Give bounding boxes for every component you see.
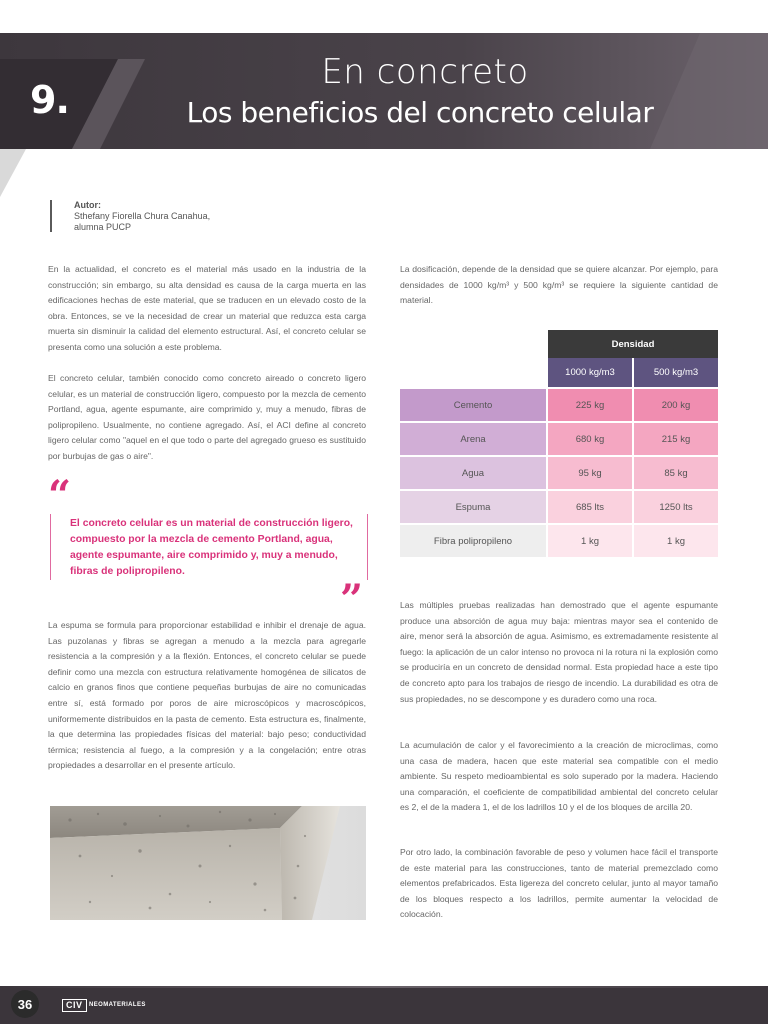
author-block <box>50 200 210 232</box>
paragraph-text: En la actualidad, el concreto es el material más usado en la industria de la construcción; sin embargo, su alta densidad es causa de la carga muerta en las edificaciones hechas de este material, que se traducen en un elevado costo de la obra. Entonces, se ve la necesidad de crear un material que reduzca esta carga muerta sin disminuir la calidad del elemento estructural. Así, el concreto celular se presenta como una solución a este problema. <box>48 264 366 352</box>
table-cell: 85 kg <box>634 457 718 489</box>
quote-close-mark: ” <box>340 576 364 623</box>
left-paragraph-1 <box>48 262 366 356</box>
page-subtitle: Los beneficios del concreto celular <box>186 96 654 129</box>
table-cell: 1 kg <box>634 525 718 557</box>
table-group-header: Densidad <box>548 330 718 358</box>
civ-logo: CIV <box>62 999 87 1012</box>
table-cell: 95 kg <box>548 457 632 489</box>
table-row-label: Arena <box>400 423 546 455</box>
author-label: Autor: <box>74 200 101 210</box>
paragraph-text: La dosificación, depende de la densidad que se quiere alcanzar. Por ejemplo, para densidades de 1000 kg/m³ y 500 kg/m³ se requiere la siguiente cantidad de material. <box>400 264 718 306</box>
left-paragraph-3 <box>48 618 366 774</box>
paragraph-text: Por otro lado, la combinación favorable de peso y volumen hace fácil el transporte de este material para las construcciones, tanto de material premezclado como elementos prefabricados. Esta ligereza del concreto celular, junto al mayor tamaño de los bloques respecto a los ladrillos, permite aumentar la velocidad de colocación. <box>400 847 718 920</box>
paragraph-text: La acumulación de calor y el favorecimiento a la creación de microclimas, como una casa de madera, hacen que este material sea compatible con el medio ambiente. Su respeto medioambiental es solo superado por la madera. Haciendo una comparación, el coeficiente de compatibilidad ambiental del concreto celular es 2, el de la madera 1, el de los ladrillos 10 y el de los bloques de arcilla 20. <box>400 740 718 813</box>
footer-section-label: NEOMATERIALES <box>89 1002 146 1008</box>
table-cell: 680 kg <box>548 423 632 455</box>
table-cell: 1 kg <box>548 525 632 557</box>
table-row-label: Fibra polipropileno <box>400 525 546 557</box>
author-role: alumna PUCP <box>74 222 132 232</box>
paragraph-text: La espuma se formula para proporcionar estabilidad e inhibir el drenaje de agua. Las puzolanas y fibras se agregan a menudo a la mezcla para agregarle resistencia a la compresión y a la flexión. Entonces, el concreto celular se puede definir como una mezcla con estructura relativamente homogénea de silicatos de calcio en granos finos que contiene pequeñas burbujas de aire no comunicadas entre sí, está formado por poros de aire microscópicos y macroscópicos, uniformemente distribuidos en la pasta de cemento. Esta estructura es, finalmente, la que determina las propiedades físicas del material: bajo peso; conductividad térmica; resistencia al fuego, a la compresión y a la congelación; entre otras propiedades a desarrollar en el presente artículo. <box>48 620 366 771</box>
table-row-label: Agua <box>400 457 546 489</box>
table-row-label: Cemento <box>400 389 546 421</box>
right-paragraph-2 <box>400 738 718 816</box>
quote-open-mark: “ <box>48 472 72 519</box>
table-column-header: 500 kg/m3 <box>634 358 718 387</box>
section-number: 9. <box>30 78 69 122</box>
right-intro <box>400 262 718 309</box>
paragraph-text: Las múltiples pruebas realizadas han demostrado que el agente espumante produce una absorción de agua muy baja: mientras mayor sea el contenido de aire, menor será la absorción de agua. Asimismo, es extremadamente resistente al fuego: la aplicación de un calor intenso no provoca ni la rotura ni la explosión como se produciría en un concreto de densidad normal. Esta propiedad hace a este tipo de concreto apto para los trabajos de riesgo de incendio. La durabilidad es otra de sus propiedades, no se descompone y es duradero como una roca. <box>400 600 718 704</box>
table-column-header: 1000 kg/m3 <box>548 358 632 387</box>
table-cell: 200 kg <box>634 389 718 421</box>
table-cell: 225 kg <box>548 389 632 421</box>
table-cell: 215 kg <box>634 423 718 455</box>
page-number: 36 <box>11 990 39 1018</box>
cellular-concrete-photo <box>50 806 366 920</box>
quote-text: El concreto celular es un material de construcción ligero, compuesto por la mezcla de cemento Portland, agua, agente espumante, aire comprimido y, muy a menudo, fibras de polipropileno. <box>70 518 353 577</box>
table-row-label: Espuma <box>400 491 546 523</box>
page-title: En concreto <box>321 52 529 92</box>
footer-stripe <box>0 986 768 988</box>
right-paragraph-3 <box>400 845 718 923</box>
banner-fold-shadow <box>0 149 60 199</box>
left-paragraph-2 <box>48 371 366 465</box>
right-paragraph-1 <box>400 598 718 707</box>
pull-quote <box>50 514 368 580</box>
author-name: Sthefany Fiorella Chura Canahua, <box>74 211 211 221</box>
table-cell: 685 lts <box>548 491 632 523</box>
concrete-block-image <box>50 806 366 920</box>
paragraph-text: El concreto celular, también conocido como concreto aireado o concreto ligero celular, es un material de construcción ligero, compuesto por la mezcla de cemento Portland, agua, agente espumante, aire comprimido y, muy a menudo, fibras de polipropileno. Usualmente, no contiene agregado. Así, el ACI define al concreto ligero celular como "aquel en el que todo o parte del agregado grueso es sustituido por burbujas de gas o aire". <box>48 373 366 461</box>
table-cell: 1250 lts <box>634 491 718 523</box>
